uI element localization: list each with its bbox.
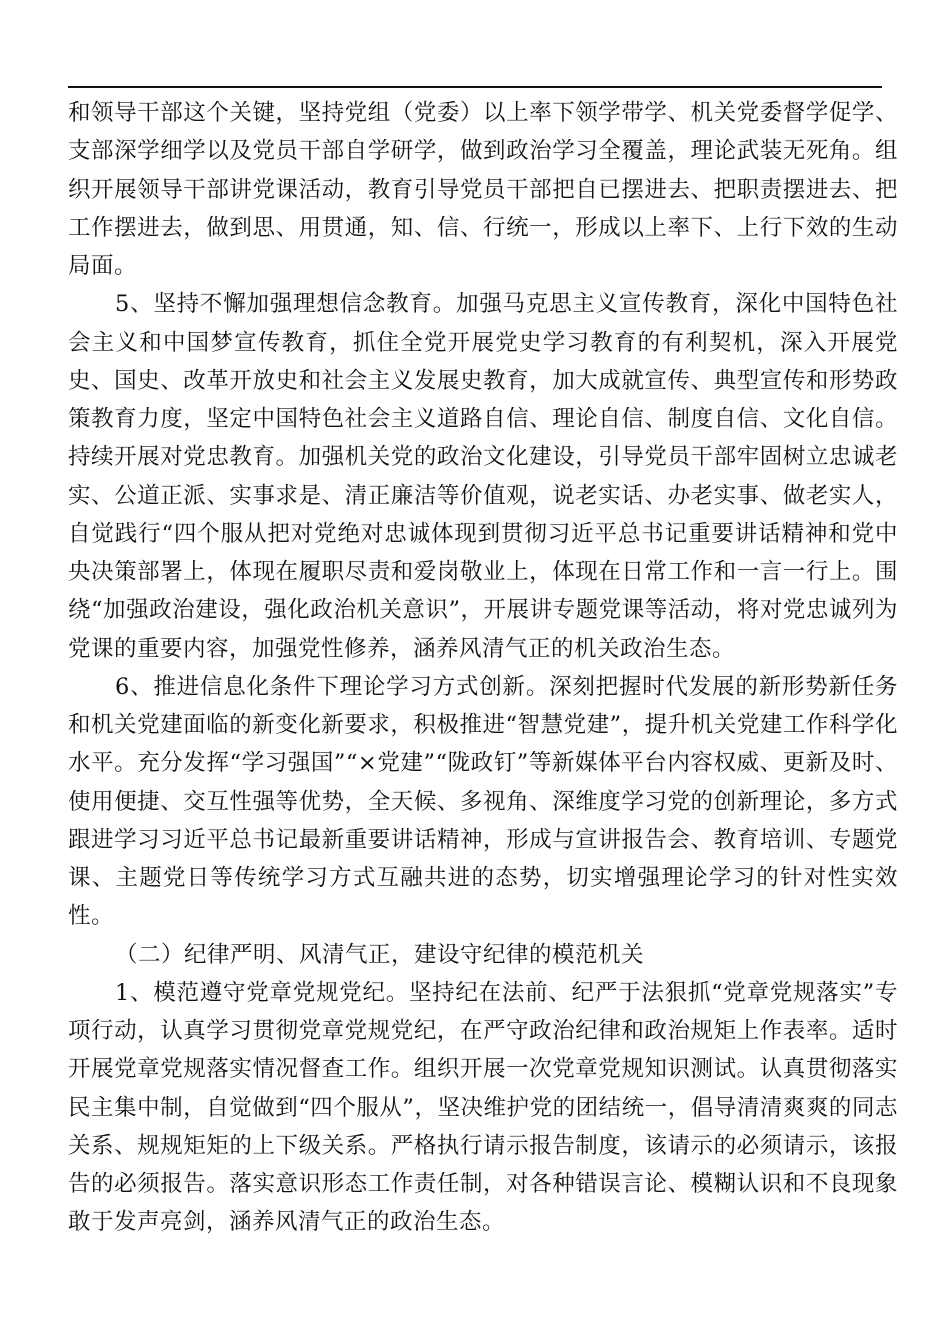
paragraph-item-1: 1、模范遵守党章党规党纪。坚持纪在法前、纪严于法狠抓“党章党规落实”专项行动，认真学习贯彻党章党规党纪，在严守政治纪律和政治规矩上作表率。适时开展党章党规落实情况督查工作。组织开展一次党章党规知识测试。认真贯彻落实民主集中制，自觉做到“四个服从”，坚决维护党的团结统一，倡导清清爽爽的同志关系、规规矩矩的上下级关系。严格执行请示报告制度，该请示的必须请示，该报告的必须报告。落实意识形态工作责任制，对各种错误言论、模糊认识和不良现象敢于发声亮剑，涵养风清气正的政治生态。 [68,979,898,1236]
paragraph-continuation: 和领导干部这个关键，坚持党组（党委）以上率下领学带学、机关党委督学促学、支部深学细学以及党员干部自学研学，做到政治学习全覆盖，理论武装无死角。组织开展领导干部讲党课活动，教育引导党员干部把自已摆进去、把职责摆进去、把工作摆进去，做到思、用贯通，知、信、行统一，形成以上率下、上行下效的生动局面。 [68,100,898,279]
paragraph-item-5: 5、坚持不懈加强理想信念教育。加强马克思主义宣传教育，深化中国特色社会主义和中国梦宣传教育，抓住全党开展党史学习教育的有利契机，深入开展党史、国史、改革开放史和社会主义发展史教育，加大成就宣传、典型宣传和形势政策教育力度，坚定中国特色社会主义道路自信、理论自信、制度自信、文化自信。持续开展对党忠教育。加强机关党的政治文化建设，引导党员干部牢固树立忠诚老实、公道正派、实事求是、清正廉洁等价值观，说老实话、办老实事、做老实人，自觉践行“四个服从把对党绝对忠诚体现到贯彻习近平总书记重要讲话精神和党中央决策部署上，体现在履职尽责和爱岗敬业上，体现在日常工作和一言一行上。围绕“加强政治建设，强化政治机关意识”，开展讲专题党课等活动，将对党忠诚列为党课的重要内容，加强党性修养，涵养风清气正的机关政治生态。 [68,291,898,662]
document-body [68,94,898,1242]
header-rule [68,86,882,88]
paragraph-item-6: 6、推进信息化条件下理论学习方式创新。深刻把握时代发展的新形势新任务和机关党建面临的新变化新要求，积极推进“智慧党建”，提升机关党建工作科学化水平。充分发挥“学习强国”“×党建”“陇政钉”等新媒体平台内容权威、更新及时、使用便捷、交互性强等优势，全天候、多视角、深维度学习党的创新理论，多方式跟进学习习近平总书记最新重要讲话精神，形成与宣讲报告会、教育培训、专题党课、主题党日等传统学习方式互融共进的态势，切实增强理论学习的针对性实效性。 [68,673,898,930]
section-heading: （二）纪律严明、风清气正，建设守纪律的模范机关 [115,941,645,968]
